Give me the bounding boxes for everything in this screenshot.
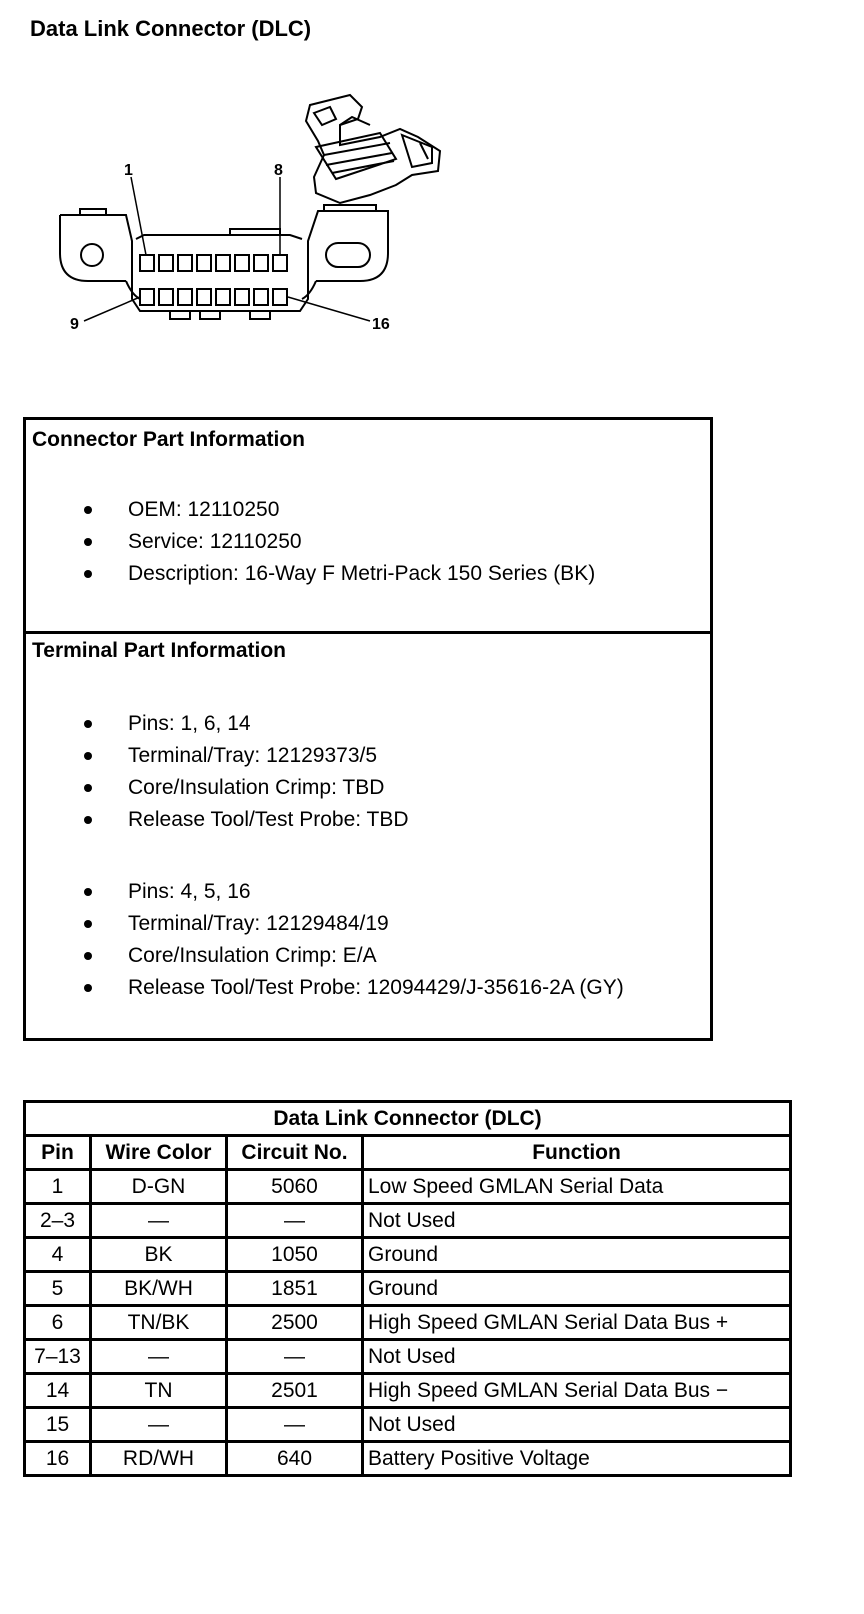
- function-cell: Ground: [363, 1272, 791, 1306]
- list-item: Description: 16-Way F Metri-Pack 150 Series (BK): [26, 558, 595, 590]
- table-row: [25, 1306, 791, 1340]
- pin-cell: 5: [25, 1272, 91, 1306]
- table-row: [25, 1374, 791, 1408]
- bottom-pin-row: [140, 289, 287, 305]
- table-row: [25, 1204, 791, 1238]
- pin-cell: 4: [25, 1238, 91, 1272]
- wire-color-cell: TN/BK: [91, 1306, 227, 1340]
- wire-color-cell: D-GN: [91, 1170, 227, 1204]
- list-item: Pins: 4, 5, 16: [26, 876, 624, 908]
- table-row: [25, 1340, 791, 1374]
- table-row: [25, 1442, 791, 1476]
- terminal-info-heading: Terminal Part Information: [32, 639, 286, 662]
- wire-color-cell: TN: [91, 1374, 227, 1408]
- function-cell: Battery Positive Voltage: [363, 1442, 791, 1476]
- column-header-pin: Pin: [25, 1136, 91, 1170]
- function-cell: High Speed GMLAN Serial Data Bus −: [363, 1374, 791, 1408]
- circuit-cell: 1050: [227, 1238, 363, 1272]
- wire-color-cell: —: [91, 1408, 227, 1442]
- table-row: [25, 1408, 791, 1442]
- function-cell: Ground: [363, 1238, 791, 1272]
- list-item: Service: 12110250: [26, 526, 595, 558]
- list-item: Release Tool/Test Probe: 12094429/J-35616-2A (GY): [26, 972, 624, 1004]
- list-item: Pins: 1, 6, 14: [26, 708, 409, 740]
- connector-info-heading: Connector Part Information: [32, 428, 306, 451]
- table-body: [25, 1170, 791, 1476]
- list-item: OEM: 12110250: [26, 494, 595, 526]
- circuit-cell: —: [227, 1408, 363, 1442]
- function-cell: Not Used: [363, 1340, 791, 1374]
- pin-8-label: 8: [274, 162, 283, 179]
- terminal-info-group-2: [26, 876, 624, 1004]
- function-cell: Not Used: [363, 1408, 791, 1442]
- wire-color-cell: BK: [91, 1238, 227, 1272]
- list-item: Release Tool/Test Probe: TBD: [26, 804, 409, 836]
- pin-cell: 2–3: [25, 1204, 91, 1238]
- connector-face: [60, 205, 388, 319]
- dlc-pinout-table: [23, 1100, 792, 1477]
- pin-cell: 15: [25, 1408, 91, 1442]
- list-item: Terminal/Tray: 12129373/5: [26, 740, 409, 772]
- wire-color-cell: RD/WH: [91, 1442, 227, 1476]
- connector-info-list: [26, 494, 595, 590]
- list-item: Terminal/Tray: 12129484/19: [26, 908, 624, 940]
- list-item: Core/Insulation Crimp: E/A: [26, 940, 624, 972]
- circuit-cell: 5060: [227, 1170, 363, 1204]
- list-item: Core/Insulation Crimp: TBD: [26, 772, 409, 804]
- pin-cell: 16: [25, 1442, 91, 1476]
- circuit-cell: —: [227, 1340, 363, 1374]
- page-title: Data Link Connector (DLC): [30, 16, 312, 41]
- column-header-wire-color: Wire Color: [91, 1136, 227, 1170]
- pin-cell: 7–13: [25, 1340, 91, 1374]
- circuit-cell: 640: [227, 1442, 363, 1476]
- pin-cell: 1: [25, 1170, 91, 1204]
- terminal-info-group-1: [26, 708, 409, 836]
- table-caption: Data Link Connector (DLC): [25, 1102, 791, 1136]
- circuit-cell: —: [227, 1204, 363, 1238]
- table-caption-row: [25, 1102, 791, 1136]
- table-row: [25, 1238, 791, 1272]
- function-cell: Low Speed GMLAN Serial Data: [363, 1170, 791, 1204]
- column-header-function: Function: [363, 1136, 791, 1170]
- table-row: [25, 1272, 791, 1306]
- pin-cell: 6: [25, 1306, 91, 1340]
- top-pin-row: [140, 255, 287, 271]
- connector-3d-illustration: [306, 95, 440, 203]
- wire-color-cell: BK/WH: [91, 1272, 227, 1306]
- pin-1-label: 1: [124, 162, 133, 179]
- wire-color-cell: —: [91, 1340, 227, 1374]
- circuit-cell: 2501: [227, 1374, 363, 1408]
- pin-cell: 14: [25, 1374, 91, 1408]
- function-cell: High Speed GMLAN Serial Data Bus +: [363, 1306, 791, 1340]
- circuit-cell: 2500: [227, 1306, 363, 1340]
- function-cell: Not Used: [363, 1204, 791, 1238]
- circuit-cell: 1851: [227, 1272, 363, 1306]
- terminal-part-information: [26, 631, 710, 999]
- pin-16-label: 16: [372, 316, 390, 333]
- part-information-box: [23, 417, 713, 1041]
- wire-color-cell: —: [91, 1204, 227, 1238]
- dlc-connector-diagram: [40, 85, 460, 345]
- column-header-circuit-no: Circuit No.: [227, 1136, 363, 1170]
- pin-9-label: 9: [70, 316, 79, 333]
- table-header-row: [25, 1136, 791, 1170]
- table-row: [25, 1170, 791, 1204]
